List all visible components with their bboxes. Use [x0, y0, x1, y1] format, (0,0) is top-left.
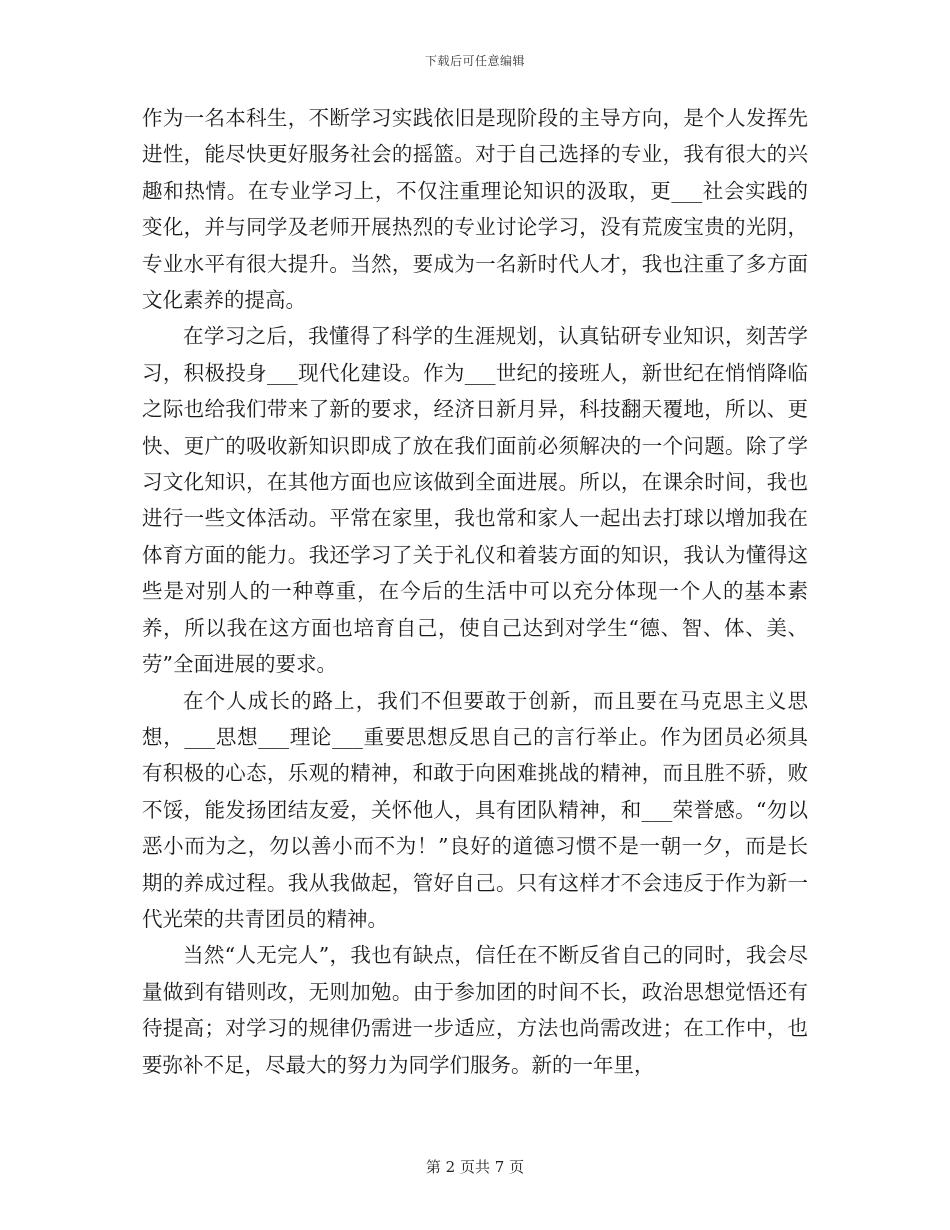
- document-body: [142, 100, 808, 1083]
- paragraph-2: 在学习之后，我懂得了科学的生涯规划，认真钻研专业知识，刻苦学习，积极投身___现代化建设。作为___世纪的接班人，新世纪在悄悄降临之际也给我们带来了新的要求，经济日新月异，科技翻天覆地，所以、更快、更广的吸收新知识即成了放在我们面前必须解决的一个问题。除了学习文化知识，在其他方面也应该做到全面进展。所以，在课余时间，我也进行一些文体活动。平常在家里，我也常和家人一起出去打球以增加我在体育方面的能力。我还学习了关于礼仪和着装方面的知识，我认为懂得这些是对别人的一种尊重，在今后的生活中可以充分体现一个人的基本素养，所以我在这方面也培育自己，使自己达到对学生“德、智、体、美、劳”全面进展的要求。: [142, 324, 808, 677]
- page-footer: 第 2 页共 7 页: [425, 1158, 525, 1176]
- paragraph-4: 当然“人无完人”，我也有缺点，信任在不断反省自己的同时，我会尽量做到有错则改，无则加勉。由于参加团的时间不长，政治思想觉悟还有待提高；对学习的规律仍需进一步适应，方法也尚需改进；在工作中，也要弥补不足，尽最大的努力为同学们服务。新的一年里，: [142, 943, 808, 1077]
- paragraph-1: 作为一名本科生，不断学习实践依旧是现阶段的主导方向，是个人发挥先进性，能尽快更好服务社会的摇篮。对于自己选择的专业，我有很大的兴趣和热情。在专业学习上，不仅注重理论知识的汲取，更___社会实践的变化，并与同学及老师开展热烈的专业讨论学习，没有荒废宝贵的光阴，专业水平有很大提升。当然，要成为一名新时代人才，我也注重了多方面文化素养的提高。: [142, 106, 808, 313]
- paragraph-3: 在个人成长的路上，我们不但要敢于创新，而且要在马克思主义思想，___思想___理论___重要思想反思自己的言行举止。作为团员必须具有积极的心态，乐观的精神，和敢于向困难挑战的精神，而且胜不骄，败不馁，能发扬团结友爱，关怀他人，具有团队精神，和___荣誉感。“勿以恶小而为之，勿以善小而不为！”良好的道德习惯不是一朝一夕，而是长期的养成过程。我从我做起，管好自己。只有这样才不会违反于作为新一代光荣的共青团员的精神。: [142, 688, 808, 931]
- page-header: 下载后可任意编辑: [424, 54, 525, 68]
